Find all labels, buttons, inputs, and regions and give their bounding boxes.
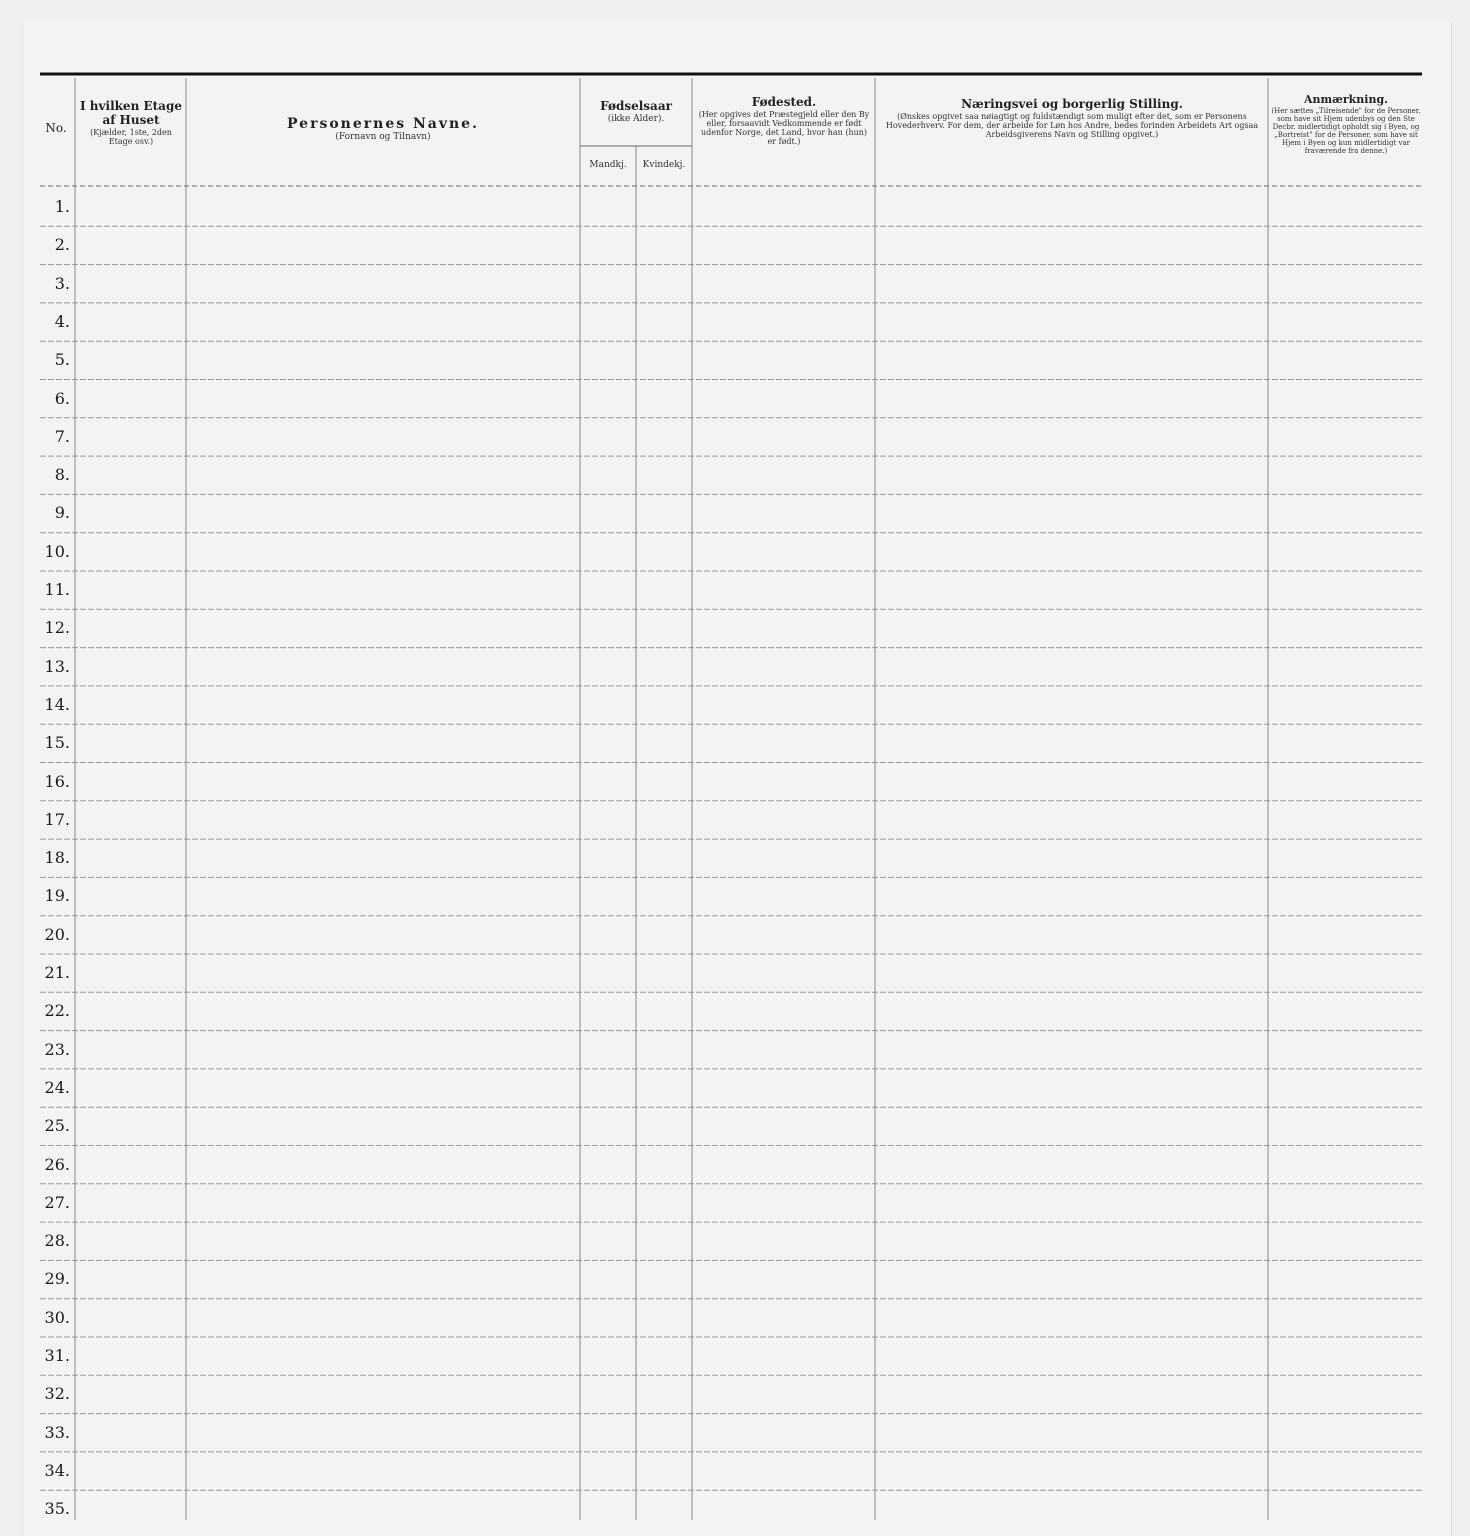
row-number: 24.: [44, 1077, 70, 1097]
header-floor-title: I hvilken Etage af Huset: [80, 99, 182, 127]
row-number: 25.: [44, 1116, 70, 1136]
row-number: 29.: [44, 1269, 70, 1289]
header-name-title: Personernes Navne.: [287, 116, 479, 132]
row-number: 9.: [54, 503, 70, 523]
row-number: 14.: [44, 694, 70, 714]
header-birthyear-title: Fødselsaar: [600, 99, 672, 113]
row-number: 30.: [44, 1307, 70, 1327]
header-birthplace-sub: (Her opgives det Præstegjeld eller den By eller, forsaavidt Vedkommende er født udenfor Norge, det Land, hvor han (hun) er født.): [698, 109, 870, 147]
row-number: 26.: [44, 1154, 70, 1174]
row-number: 32.: [44, 1384, 70, 1404]
header-remarks-title: Anmærkning.: [1303, 93, 1388, 106]
header-birthyear-female: Kvindekj.: [642, 160, 686, 170]
row-number: 7.: [54, 426, 70, 446]
row-number: 31.: [44, 1346, 70, 1365]
header-birthplace-title: Fødested.: [751, 95, 817, 109]
row-number: 10.: [44, 541, 70, 561]
header-floor: [78, 100, 184, 146]
header-occupation-sub: (Ønskes opgivet saa nøiagtigt og fuldstændigt som muligt efter det, som er Personens Hovederhverv. For dem, der arbeide for Løn hos Andre, bedes forinden Arbeidets Art ogsaa Arbeidsgiverens Navn og Stilling opgivet.): [885, 111, 1259, 140]
row-number: 19.: [44, 886, 70, 906]
row-number: 5.: [54, 350, 70, 370]
row-number: 21.: [44, 963, 70, 982]
row-number: 13.: [44, 656, 70, 676]
row-number: 35.: [44, 1499, 70, 1519]
row-number: 15.: [44, 733, 70, 753]
row-number: 23.: [44, 1039, 70, 1059]
row-number: 28.: [44, 1231, 70, 1251]
column-lines: [75, 78, 1268, 1520]
row-number: 18.: [44, 848, 70, 868]
row-number: 16.: [44, 771, 70, 791]
header-name-sub: (Fornavn og Tilnavn): [335, 132, 431, 143]
header-birthplace: [696, 96, 872, 147]
row-number: 27.: [44, 1192, 70, 1212]
row-number: 6.: [54, 388, 70, 408]
header-floor-sub: (Kjælder, 1ste, 2den Etage osv.): [90, 127, 172, 146]
header-remarks-sub: (Her sættes „Tilreisende" for de Personer, som have sit Hjem udenbys og den Ste Decbr. midlertidigt opholdt sig i Byen, og „Bortreist" for de Personer, som have sit Hjem i Byen og kun midlertidigt var fraværende fra denne.): [1271, 106, 1421, 155]
row-number: 34.: [44, 1460, 70, 1480]
header-occupation: [880, 98, 1264, 139]
row-number: 33.: [44, 1422, 70, 1442]
row-number: 3.: [54, 273, 70, 293]
header-birthyear-male: Mandkj.: [589, 160, 627, 170]
row-number: 8.: [54, 465, 70, 485]
row-number: 2.: [54, 235, 70, 255]
row-number: 20.: [44, 924, 70, 944]
header-birthyear: [582, 100, 690, 124]
header-birthyear-sub: (ikke Alder).: [607, 113, 665, 124]
row-number: 22.: [44, 1001, 70, 1021]
row-number: 11.: [44, 580, 70, 599]
row-number: 12.: [44, 618, 70, 638]
header-no: No.: [45, 121, 67, 135]
row-number: 4.: [54, 311, 70, 331]
row-number: 1.: [54, 197, 70, 216]
header-name: [190, 116, 576, 142]
row-number: 17.: [44, 809, 70, 829]
row-lines: [40, 226, 1422, 1490]
header-remarks: [1271, 94, 1421, 155]
header-occupation-title: Næringsvei og borgerlig Stilling.: [961, 97, 1183, 111]
